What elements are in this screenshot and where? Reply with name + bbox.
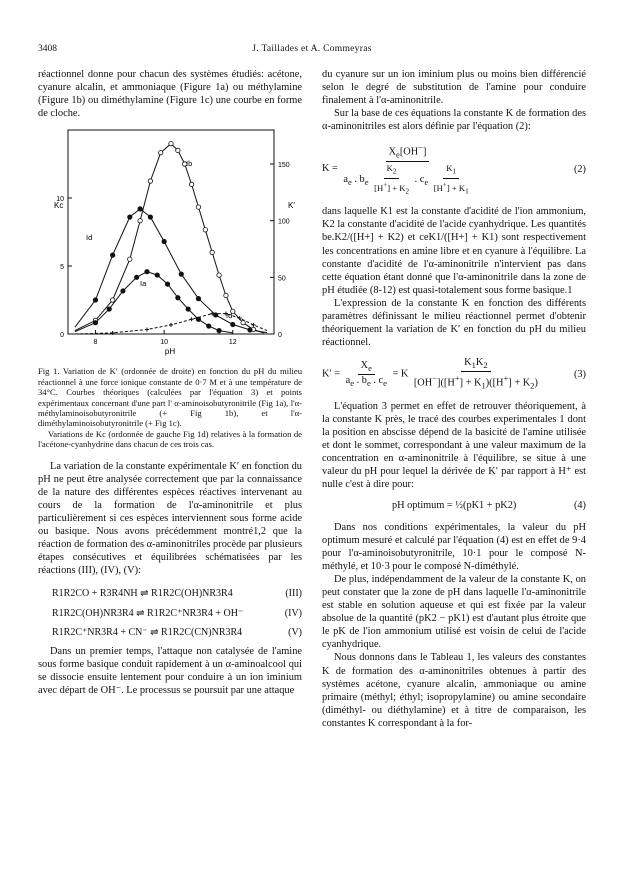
data-point-id xyxy=(148,215,152,219)
paragraph-equation-3: L'équation 3 permet en effet de retrouver théoriquement, à la constante K près, le tracé des courbes experimentales 1 dont la position en abscisse dépend de la basicité de l'amine utilisée et dont le sommet, correspondant à une valeur maximum de la concentration en α-aminonitrile à l'équilibre, se situe à une valeur du pH pour lequel la dérivée de K′ par rapport à H⁺ est nulle c'est à dire pour: xyxy=(322,400,586,491)
left-tick-label: 0 xyxy=(60,332,64,340)
data-point-ia xyxy=(93,321,97,325)
data-point-ib xyxy=(217,273,221,277)
reaction-iii-equation: R1R2CO + R3R4NH ⇌ R1R2C(OH)NR3R4 xyxy=(52,588,233,600)
data-point-id xyxy=(162,240,166,244)
left-column xyxy=(38,68,302,697)
reaction-iv-equation: R1R2C(OH)NR3R4 ⇌ R1R2C⁺NR3R4 + OH⁻ xyxy=(52,607,244,619)
equation-4-number: (4) xyxy=(573,500,586,512)
figure-1-chart xyxy=(38,122,302,362)
curve-label-id-left: Id xyxy=(86,233,93,243)
x-tick-label: 8 xyxy=(93,339,98,347)
data-point-ib xyxy=(196,205,200,209)
data-point-id xyxy=(138,207,142,211)
caption-text-2: Variations de Kc (ordonnée de gauche Fig 1d) relatives à la formation de l'acétone-cyanhydrine dans chacun de ces trois cas. xyxy=(38,428,302,450)
data-point-ia xyxy=(165,282,169,286)
data-point-ib xyxy=(210,251,214,255)
x-tick-label: 12 xyxy=(228,339,237,347)
data-point-ib xyxy=(138,219,142,223)
reaction-iii-number: (III) xyxy=(285,588,302,600)
data-point-ia xyxy=(186,307,190,311)
curve-label-ib: Ib xyxy=(186,159,193,169)
paragraph-cyanide: du cyanure sur un ion iminium plus ou moins bien différencié selon le degré de substitution de l'amine pour conduire finalement à l'α-aminonitrile. xyxy=(322,69,586,107)
reaction-v-number: (V) xyxy=(288,626,302,638)
data-point-id xyxy=(231,323,235,327)
figure-1 xyxy=(38,122,302,362)
x-axis-title: pH xyxy=(164,347,176,357)
data-point-id xyxy=(128,215,132,219)
left-tick-label: 5 xyxy=(60,264,64,272)
intro-paragraph: réactionnel donne pour chacun des systèmes étudiés: acétone, cyanure alcalin, et ammoniaque (Figure 1a) ou méthylamine (Figure 1b) ou diméthylamine (Figure 1c) une courbe en forme de cloche. xyxy=(38,69,302,120)
data-point-ib xyxy=(203,228,207,232)
data-point-ia xyxy=(145,270,149,274)
data-point-ia xyxy=(207,324,211,328)
data-point-id xyxy=(196,297,200,301)
right-column xyxy=(322,68,586,730)
reaction-v xyxy=(38,626,302,639)
figure-caption xyxy=(38,366,302,449)
plot-frame xyxy=(68,130,274,334)
equation-4-formula: pH optimum = ½(pK1 + pK2) xyxy=(392,500,517,512)
paragraph-constants: dans laquelle K1 est la constante d'acidité de l'ion ammonium, K2 la constante d'acidité de l'acide cyanhydrique. Les quantités be.K2/([H+] + K2) et ceK1/([H+] + K1) sont respectivement les concentrations en amine libre et en cyanure à l'équilibre. La constante d'acidité de l'α-aminonitrile n'intervient pas dans cette équation étant donné que l'α-aminonitrile dans la zone de pH étudiée (8-12) est quasi-totalement sous forme basique.1 xyxy=(322,206,586,296)
data-point-ib xyxy=(110,298,114,302)
data-point-ic xyxy=(145,328,149,332)
left-tick-label: 10 xyxy=(56,196,64,204)
curve-label-ia: Ia xyxy=(140,279,147,289)
right-axis-title: K′ xyxy=(288,201,295,211)
equation-3: K′ = $\frac{X_e}{a_e . b_e . c_e}$ = K $\frac{K_1K_2}{[OH^-]([H^+] + K_1)([H^+] + K_2)}$ (3) xyxy=(322,357,586,391)
data-point-ic xyxy=(251,323,255,327)
curve-ib xyxy=(75,144,264,333)
data-point-id xyxy=(248,328,252,332)
data-point-ib xyxy=(176,149,180,153)
paragraph-mechanism: Dans un premier temps, l'attaque non catalysée de l'amine sous forme basique conduit rapidement à un α-aminoalcool qui se dissocie ensuite lentement pour conduire à un ion iminium avec départ de OH⁻. Le processus se poursuit par une attaque xyxy=(38,645,302,697)
left-axis-title: Kc xyxy=(54,201,64,211)
right-tick-label: 100 xyxy=(278,219,290,227)
data-point-ia xyxy=(134,276,138,280)
right-tick-label: 0 xyxy=(278,332,282,340)
data-point-id xyxy=(179,272,183,276)
x-tick-label: 10 xyxy=(160,339,169,347)
curve-label-id-right: Id xyxy=(226,311,233,321)
right-tick-label: 50 xyxy=(278,275,286,283)
reaction-iii xyxy=(38,587,302,600)
data-point-ib xyxy=(189,183,193,187)
data-point-id xyxy=(93,298,97,302)
equation-2-number: (2) xyxy=(573,163,586,175)
data-point-ib xyxy=(224,294,228,298)
paragraph-table-1: Nous donnons dans le Tableau 1, les valeurs des constantes K de formation des α-aminonitriles obtenues à partir des systèmes acétone, cyanure alcalin, ammoniaque ou amine primaire (méthyl; éthyl; isopropylamine) ou amine secondaire (diméthyl- ou diéthylamine) et à titre de comparaison, les constantes K correspondant à la for- xyxy=(322,652,586,729)
data-point-ib xyxy=(169,142,173,146)
data-point-ia xyxy=(176,296,180,300)
data-point-ia xyxy=(196,317,200,321)
paragraph-species: La variation de la constante expérimentale K′ en fonction du pH ne peut être analysée correctement que par la connaissance de la nature des différentes espèces réactives intervenant au cours de la formation de l'α-aminonitrile et plus particulièrement si ces espèces interviennent sous forme acide ou basique. Nous avons précédemment montré1,2 que la réaction de formation des α-aminonitriles procède par plusieurs étapes consécutives et équilibrées schématisées par les réactions (III), (IV), (V): xyxy=(38,460,302,577)
data-point-ib xyxy=(159,151,163,155)
data-point-ic xyxy=(190,318,194,322)
reaction-v-equation: R1R2C⁺NR3R4 + CN⁻ ⇌ R1R2C(CN)NR3R4 xyxy=(52,626,243,638)
data-point-ia xyxy=(107,307,111,311)
reaction-iv xyxy=(38,607,302,620)
running-title: J. Taillades et A. Commeyras xyxy=(252,44,372,54)
data-point-id xyxy=(110,253,114,257)
data-point-ia xyxy=(155,273,159,277)
paragraph-definition: Sur la base de ces équations la constante K de formation des α-aminonitriles est alors définie par l'équation (2): xyxy=(322,108,586,133)
data-point-ib xyxy=(128,257,132,261)
data-point-ib xyxy=(241,321,245,325)
caption-text-1: Fig 1. Variation de K′ (ordonnée de droite) en fonction du pH du milieu réactionnel à une force ionique constante de 0·7 M et à une température de 34°C. Courbes théoriques (calculées par l'équation 3) et points expérimentaux concernant d'une part l' α-aminoisobutyronitrile (Fig 1a), l'α-méthylaminoisobutyronitrile (+ Fig 1b), et l'α-diméthylaminoisobutyronitrile (+ Fig 1c). xyxy=(38,366,302,429)
data-point-ic xyxy=(169,323,173,327)
page-header xyxy=(38,44,586,58)
equation-3-number: (3) xyxy=(573,368,586,380)
equation-2: K = $X_e[OH^-]$ $a_e$ . $b_e$ $\frac{K_2}{[H^+] + K_2}$ . $c_e$ $\frac{K_1}{[H^+] + K_1}$ (2) xyxy=(322,142,586,196)
paragraph-ph-optimum: Dans nos conditions expérimentales, la valeur du pH optimum mesuré et calculé par l'équation (4) est en effet de 9·4 pour l'α-aminoisobutyronitrile, 10·1 pour le composé N-méthylé, et 10·3 pour le composé N-diméthylé. xyxy=(322,521,586,572)
data-point-ib xyxy=(148,179,152,183)
equation-4 xyxy=(322,499,586,512)
right-tick-label: 150 xyxy=(278,162,290,170)
data-point-ia xyxy=(121,289,125,293)
page-number: 3408 xyxy=(38,44,57,54)
paragraph-stability: De plus, indépendamment de la valeur de la constante K, on peut constater que la zone de pH dans laquelle l'α-aminonitrile est stable en solution aqueuse et qui est fixée par la valeur absolue de la quantité (pK2 − pK1) est d'autant plus étroite que le pK de l'ion ammonium utilisé est voisin de celui de l'acide cyanhydrique. xyxy=(322,573,586,651)
paragraph-expression: L'expression de la constante K en fonction des différents paramètres définissant le milieu réactionnel permet d'obtenir théoriquement la variation de K′ en fonction du pH du milieu réactionnel. xyxy=(322,297,586,349)
data-point-ia xyxy=(217,329,221,333)
reaction-iv-number: (IV) xyxy=(284,607,302,619)
